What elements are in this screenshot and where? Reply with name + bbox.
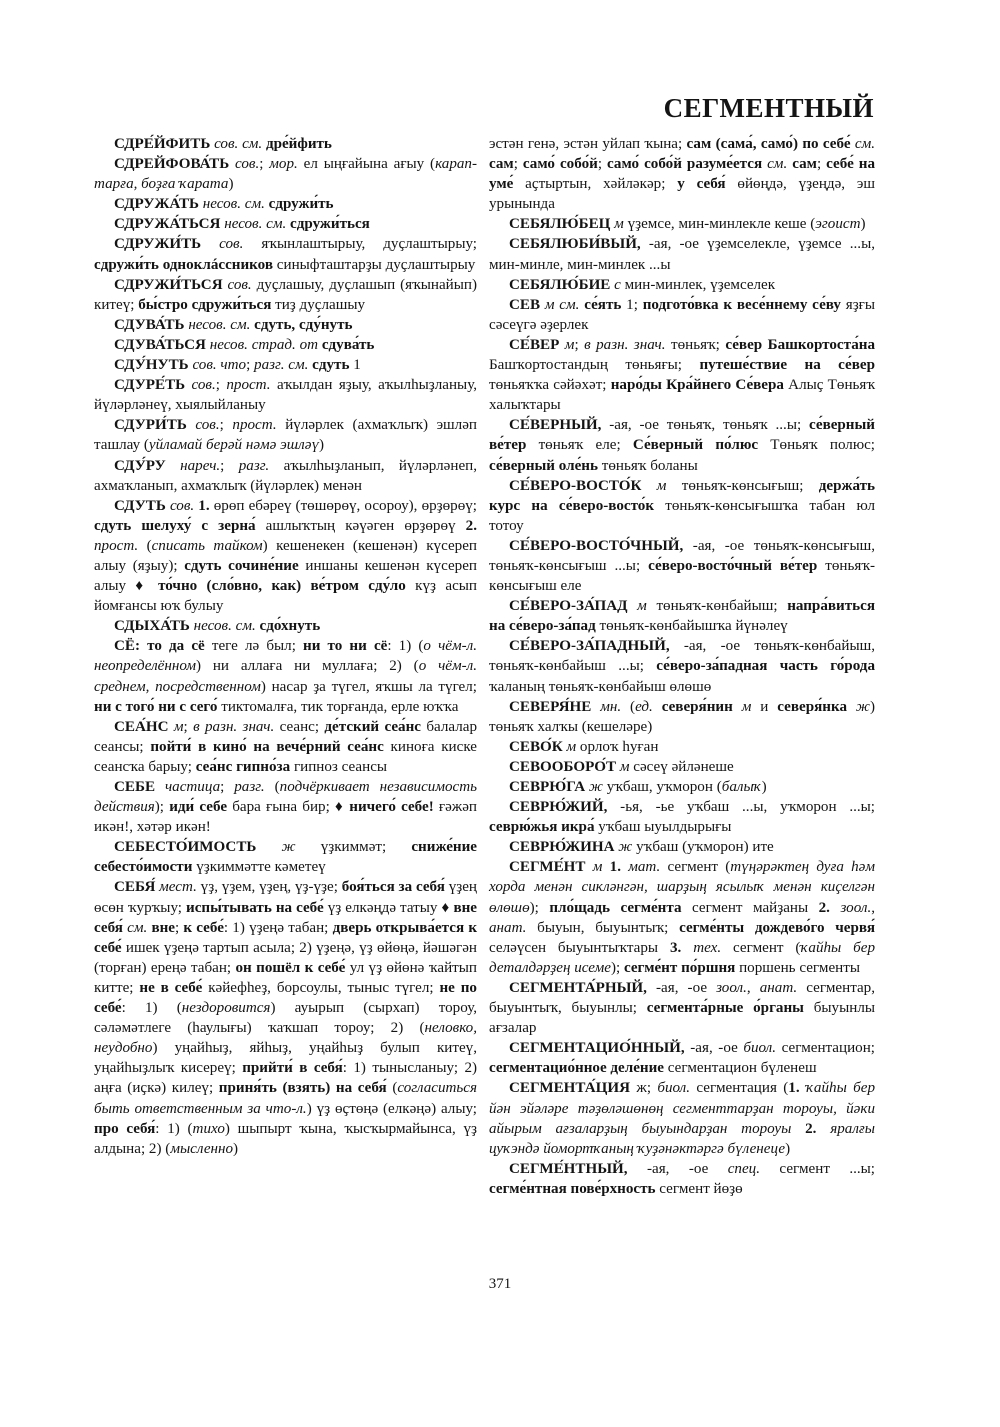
dictionary-entry: СЕА́НС м; в разн. знач. сеанс; де́тский сеа́нс балалар сеансы; пойти́ в кино́ на вече́рний сеа́нс киноға киске сеансҡа барыу; сеа́нс гипно́за гипноз сеансы bbox=[94, 718, 478, 775]
dictionary-entry: СЕВРЮ́ГА ж уҡбаш, уҡморон (балыҡ) bbox=[509, 779, 767, 795]
dictionary-entry: СДРЕЙФОВА́ТЬ сов.; мор. ел ыңғайына ағыу (караптарға, боҙға ҡарата) bbox=[94, 156, 477, 193]
right-column bbox=[489, 134, 875, 1199]
dictionary-entry: СДУВА́ТЬ несов. см. сдуть, сду́нуть bbox=[114, 316, 353, 333]
dictionary-entry: СЕВООБОРО́Т м сәсеү әйләнеше bbox=[509, 758, 734, 775]
dictionary-entry: СЕ́ВЕРНЫЙ, -ая, -ое төньяҡ, төньяҡ ...ы; се́верный ве́тер төньяҡ еле; Се́верный по́люс Төньяҡ полюс; се́верный оле́нь төньяҡ боланы bbox=[489, 417, 875, 474]
dictionary-entry: эстән генә, эстән уйлап ҡына; сам (сама́, само́) по себе́ см. сам; само́ собо́й; само́ собо́й разуме́ется см. сам; себе́ на уме́ аҫтыртын, хәйләкәр; у себя́ өйөңдә, үҙеңдә, эш урынында bbox=[489, 136, 876, 213]
dictionary-entry: СДЫХА́ТЬ несов. см. сдо́хнуть bbox=[114, 618, 321, 635]
dictionary-entry: СЕГМЕНТА́РНЫЙ, -ая, -ое зоол., анат. сегментар, быуынтыҡ, быуынлы; сегмента́рные о́рганы быуынлы ағзалар bbox=[489, 979, 875, 1037]
dictionary-entry: СЕБЯ́ мест. үҙ, үҙем, үҙең, үҙ-үҙе; боя́ться за себя́ үҙең өсөн ҡурҡыу; испы́тывать на себе́ үҙ елкәңдә татыу ♦ вне себя́ см. вне; к себе́: 1) үҙеңә табан; дверь открыва́ется к себе́ ишек үҙеңә тартып асыла; 2) үҙеңә, үҙ өйөңә, йәшәгән (торған) ереңә табан; он пошёл к себе́ ул үҙ өйөнә ҡайтып китте; не в себе́ кәйефһеҙ, борсоулы, тыныс түгел; не по себе́: 1) (нездоровится) ауырып (сырхап) тороу, сәләмәтлеге (һаулығы) ҡаҡшап тороу; 2) (неловко, неудобно) уңайһыҙ, яйһыҙ, уңайһыҙ булып китеү, уңайһыҙлыҡ кисереү; прийти́ в себя́: 1) тынысланыу; 2) аңға (иҫкә) килеү; приня́ть (взять) на себя́ (согласиться быть ответственным за что-л.) үҙ өҫтөңә (елкәңә) алыу; про себя́: 1) (тихо) шыпырт ҡына, ҡысҡырмайынса, үҙ алдына; 2) (мысленно) bbox=[94, 879, 478, 1157]
dictionary-entry: СДРУЖА́ТЬСЯ несов. см. сдружи́ться bbox=[114, 216, 370, 233]
page-number: 371 bbox=[488, 1276, 512, 1292]
dictionary-entry: СЕВРЮ́ЖИНА ж уҡбаш (уҡморон) ите bbox=[509, 839, 774, 856]
dictionary-entry: СЕГМЕ́НТНЫЙ, -ая, -ое спец. сегмент ...ы; сегме́нтная пове́рхность сегмент йөҙө bbox=[489, 1160, 875, 1197]
dictionary-entry: СЕГМЕНТАЦИО́ННЫЙ, -ая, -ое биол. сегментацион; сегментацио́нное деле́ние сегментацион бүленеш bbox=[489, 1040, 875, 1077]
dictionary-entry: СДУ́НУТЬ сов. что; разг. см. сдуть 1 bbox=[114, 357, 361, 374]
dictionary-entry: СЕВ м см. се́ять 1; подгото́вка к весе́ннему се́ву яҙғы сәсеүгә әҙерлек bbox=[489, 296, 875, 333]
dictionary-entry: СДУ́РУ нареч.; разг. аҡылһыҙланып, йүләрләнеп, ахмаҡланып, ахмаҡлыҡ (йүләрлек) менән bbox=[94, 457, 478, 494]
dictionary-entry: СЕВО́К м орлоҡ һуған bbox=[509, 738, 659, 755]
dictionary-entry: СЕБЯЛЮ́БЕЦ м үҙемсе, мин-минлекле кеше (эгоист) bbox=[509, 216, 866, 233]
dictionary-entry: СЁ: то да сё теге лә был; ни то ни сё: 1) (о чём-л. неопределённом) ни аллаға ни муллаға; 2) (о чём-л. среднем, посредственном) насар ҙа түгел, яҡшы ла түгел; ни с того́ ни с сего́ тиктомалға, тик торғанда, ерле юҡҡа bbox=[94, 638, 478, 715]
dictionary-entry: СДУРЕ́ТЬ сов.; прост. аҡылдан яҙыу, аҡылһыҙланыу, йүләрләнеү, хыялыйланыу bbox=[94, 377, 478, 414]
dictionary-entry: СДРУЖА́ТЬ несов. см. сдружи́ть bbox=[114, 196, 334, 213]
dictionary-entry: СДРУЖИ́ТЬ сов. яҡынлаштырыу, дуҫлаштырыу; сдружи́ть одноклáссников синыфташтарҙы дуҫлаштырыу bbox=[94, 236, 477, 273]
dictionary-entry: СЕ́ВЕРО-ВОСТО́ЧНЫЙ, -ая, -ое төньяҡ-көнсығыш, төньяҡ-көнсығыш ...ы; се́веро-восто́чный ве́тер төньяҡ-көнсығыш еле bbox=[489, 537, 875, 595]
dictionary-entry: СДУВА́ТЬСЯ несов. страд. от сдува́ть bbox=[114, 336, 375, 353]
dictionary-entry: СДРЕ́ЙФИТЬ сов. см. дре́йфить bbox=[114, 136, 332, 152]
dictionary-entry: СДУТЬ сов. 1. өрөп ебәреү (төшөрөү, осороу), өрҙөрөү; сдуть шелуху́ с зерна́ ашлыҡтың кәүәген өрҙөрөү 2. прост. (списать тайком) кешенекен (кешенән) күсереп алыу (яҙыу); сдуть сочине́ние иншаны кешенән күсереп алыу ♦ то́чно (сло́вно, как) ве́тром сду́ло күҙ асып йомғансы юҡ булыу bbox=[94, 497, 478, 615]
dictionary-entry: СЕВЕРЯ́НЕ мн. (ед. северя́нин м и северя́нка ж) төньяҡ халҡы (кешеләре) bbox=[489, 698, 875, 735]
dictionary-entry: СЕ́ВЕРО-ВОСТО́К м төньяҡ-көнсығыш; держа́ть курс на се́веро-восто́к төньяҡ-көнсығышҡа табан юл тотоу bbox=[489, 477, 876, 534]
dictionary-entry: СЕ́ВЕРО-ЗА́ПАДНЫЙ, -ая, -ое төньяҡ-көнбайыш, төньяҡ-көнбайыш ...ы; се́веро-за́падная часть го́рода ҡаланың төньяҡ-көнбайыш өлөшө bbox=[489, 638, 875, 695]
dictionary-entry: СЕГМЕНТА́ЦИЯ ж; биол. сегментация (1. ҡайһы бер йән эйәләре тәҙөләшөнөң сегменттарҙан тороуы, йәки айырым ағзаларҙың быуындарҙан тороуы 2. яралғы цуҡэндә йомортҡаның ҡуҙәнәктәргә бүленеце) bbox=[489, 1080, 876, 1157]
dictionary-entry: СДРУЖИ́ТЬСЯ сов. дуҫлашыу, дуҫлашып (яҡынайып) китеү; бы́стро сдружи́ться тиҙ дуҫлашыу bbox=[94, 276, 477, 313]
dictionary-entry: СЕБЯЛЮБИ́ВЫЙ, -ая, -ое үҙемселекле, үҙемсе ...ы, мин-минле, мин-минлек ...ы bbox=[489, 236, 875, 273]
dictionary-entry: СЕБЕ частица; разг. (подчёркивает независимость действия); иди́ себе бара ғына бир; ♦ ничего́ себе! ғәжәп икән!, хәтәр икән! bbox=[94, 779, 478, 836]
dictionary-entry: СЕ́ВЕР м; в разн. знач. төньяҡ; се́вер Башкортоста́на Башҡортостандың төньяғы; путеше́ствие на се́вер төньяҡҡа сәйәхәт; наро́ды Кра́йнего Се́вера Алыҫ Төньяҡ халыҡтары bbox=[489, 336, 876, 414]
dictionary-entry: СЕГМЕ́НТ м 1. мат. сегмент (түңәрәктең дуға һәм хорда менән сикләнгән, шарҙың ясылыҡ менән киҫелгән өлөшө); пло́щадь сегме́нта сегмент майҙаны 2. зоол., анат. быуын, быуынтыҡ; сегме́нты дождево́го червя́ селәүсен быуынтыҡтары 3. тех. сегмент (ҡайһы бер деталдәрҙең исеме); сегме́нт по́ршня поршень сегменты bbox=[489, 859, 876, 976]
running-headword: СЕГМЕНТНЫЙ bbox=[663, 93, 874, 123]
left-column bbox=[94, 134, 477, 1159]
dictionary-entry: СЕБЯЛЮ́БИЕ с мин-минлек, үҙемселек bbox=[509, 276, 776, 293]
dictionary-entry: СЕВРЮ́ЖИЙ, -ья, -ье уҡбаш ...ы, уҡморон ...ы; севрю́жья икра́ уҡбаш ыуылдырығы bbox=[489, 799, 875, 836]
dictionary-entry: СДУРИ́ТЬ сов.; прост. йүләрлек (ахмаҡлыҡ) эшләп ташлау (уйламай берәй нәмә эшләү) bbox=[94, 417, 477, 454]
dictionary-entry: СЕ́ВЕРО-ЗА́ПАД м төньяҡ-көнбайыш; напра́виться на се́веро-за́пад төньяҡ-көнбайышҡа йүнәлеү bbox=[489, 598, 875, 635]
dictionary-entry: СЕБЕСТО́ИМОСТЬ ж үҙкиммәт; сниже́ние себесто́имости үҙкиммәтте кәметеү bbox=[94, 839, 477, 876]
